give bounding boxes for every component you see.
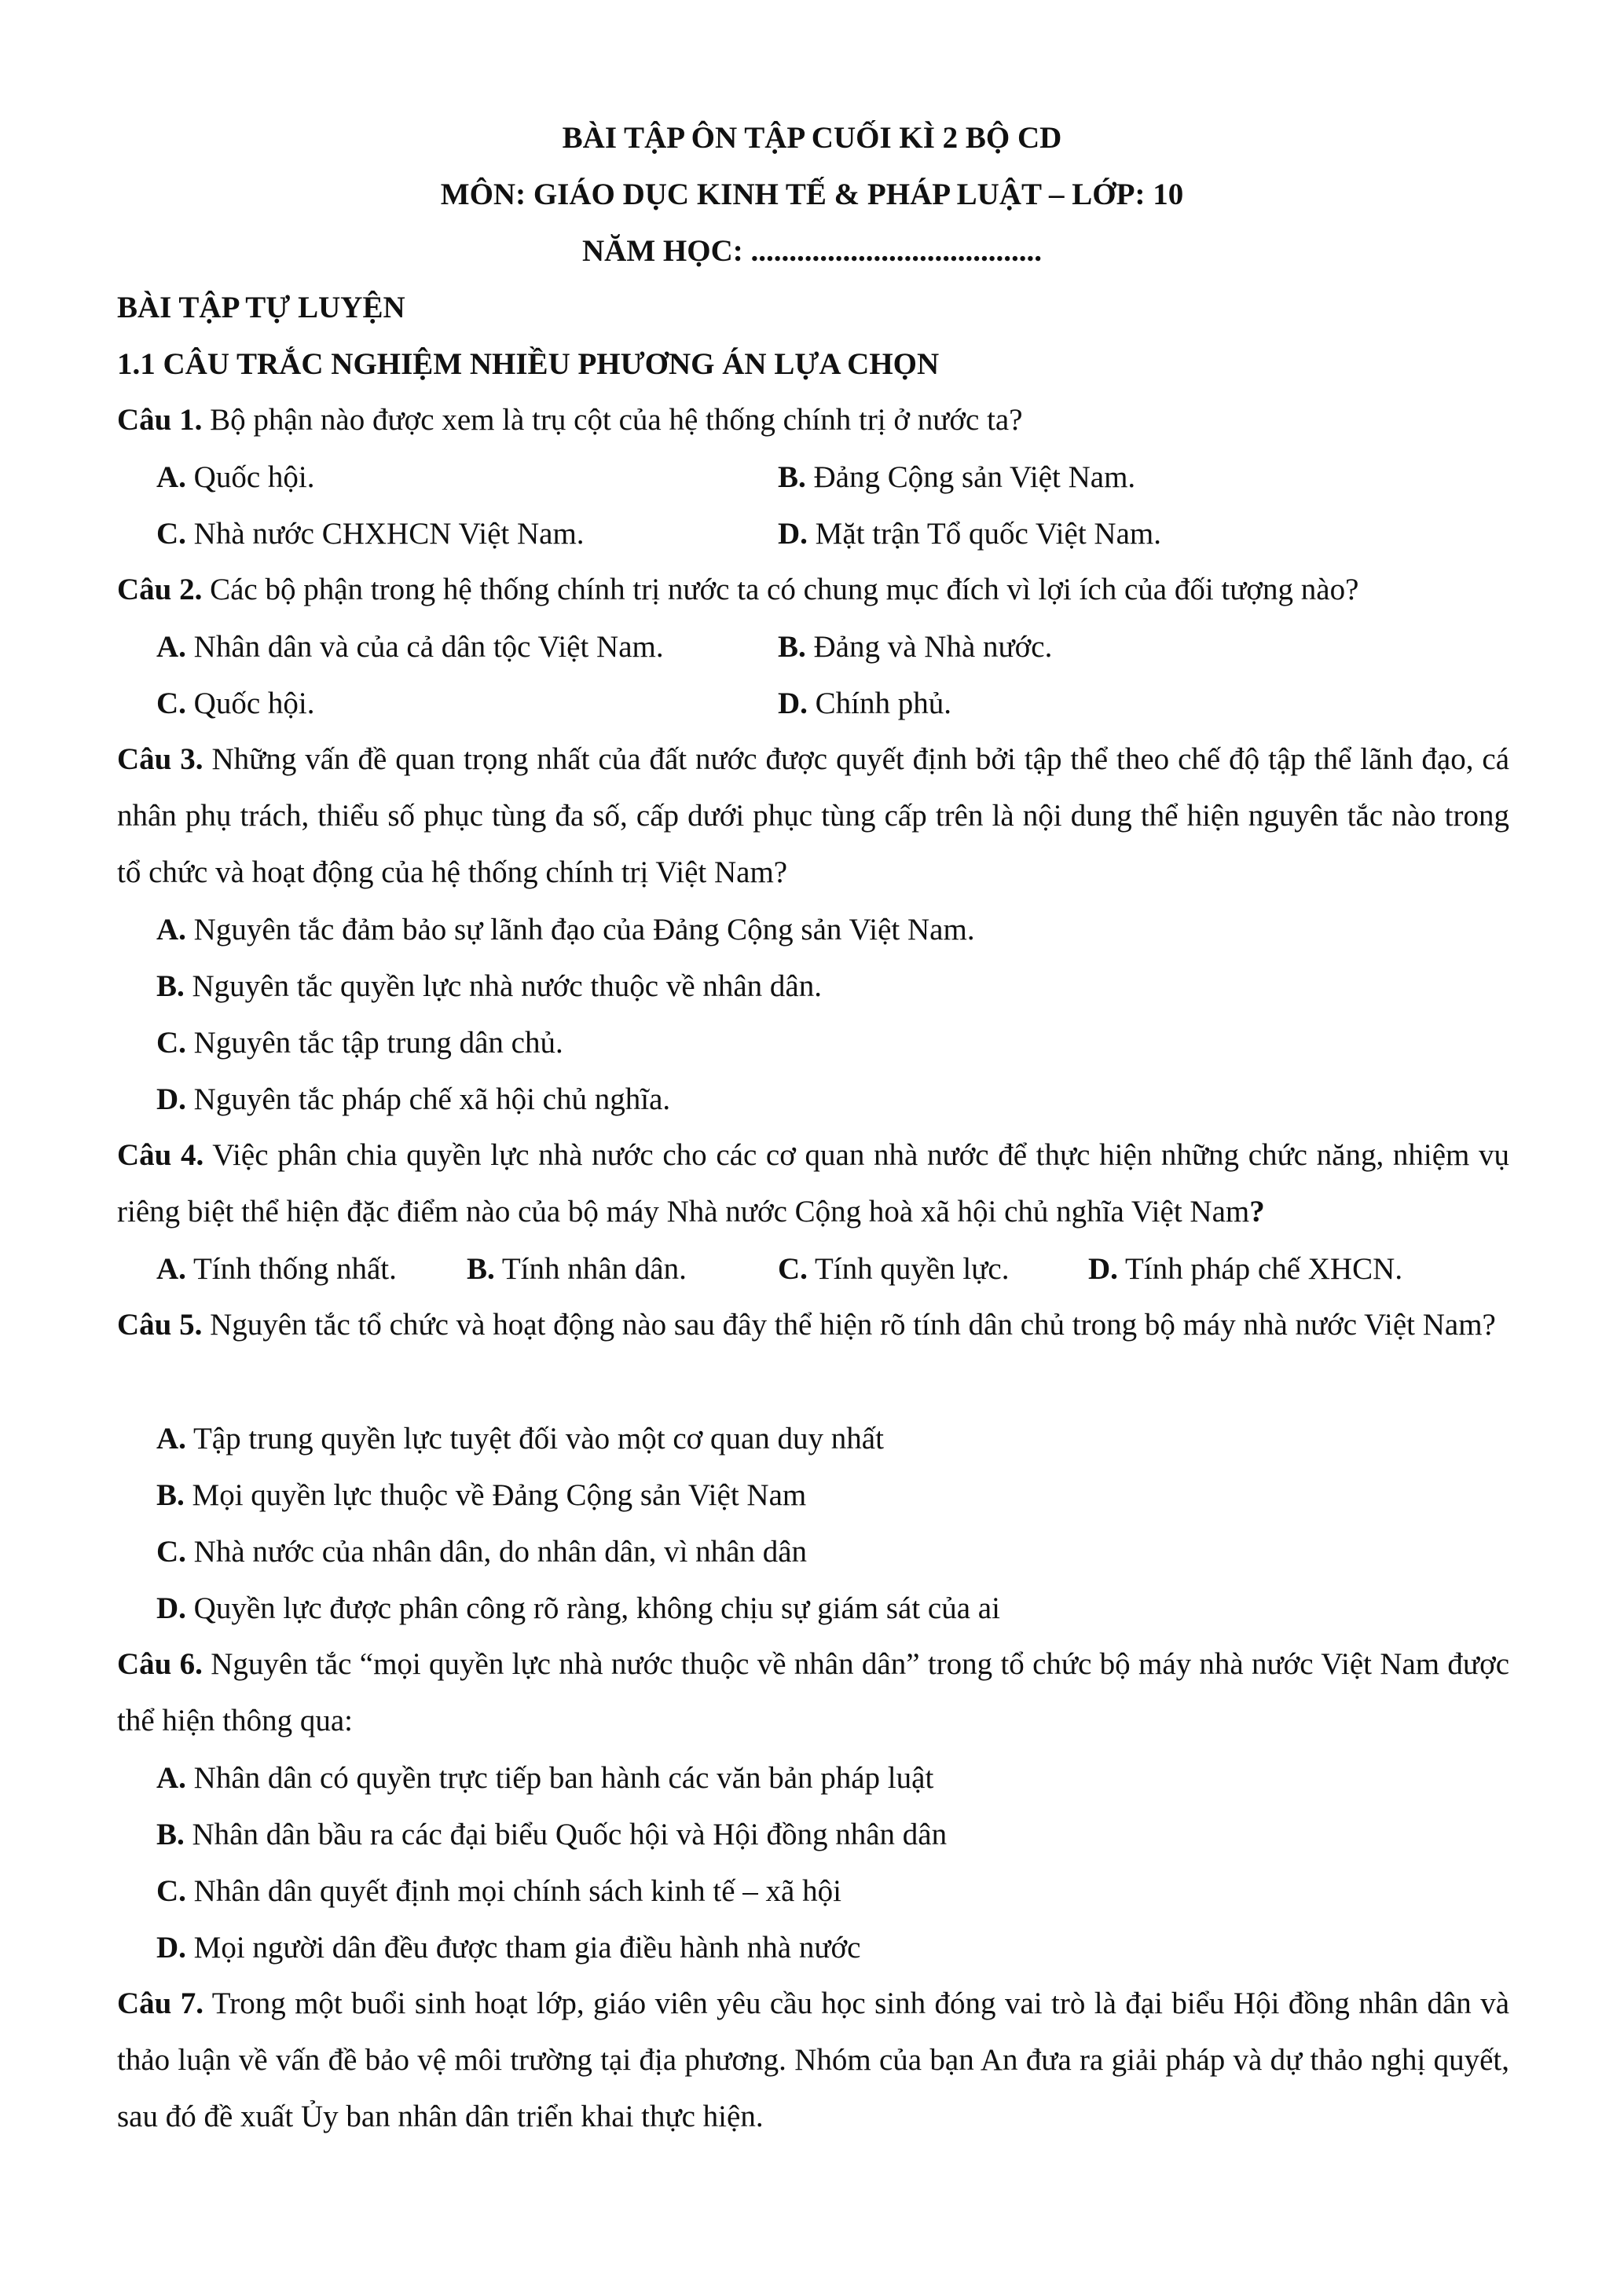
question-label: Câu 1.: [117, 403, 203, 437]
q5-option-a: A. Tập trung quyền lực tuyệt đối vào một cơ quan duy nhất: [156, 1422, 884, 1456]
question-text: Nguyên tắc tổ chức và hoạt động nào sau đây thể hiện rõ tính dân chủ trong bộ máy nhà nước Việt Nam?: [210, 1308, 1496, 1342]
question-label: Câu 6.: [117, 1647, 203, 1681]
question-mark: ?: [1249, 1195, 1265, 1229]
q3-option-c: C. Nguyên tắc tập trung dân chủ.: [156, 1026, 563, 1060]
q4-option-a: A. Tính thống nhất.: [156, 1252, 397, 1286]
question-text: Trong một buổi sinh hoạt lớp, giáo viên yêu cầu học sinh đóng vai trò là đại biểu Hội đồng nhân dân và thảo luận về vấn đề bảo vệ môi trường tại địa phương. Nhóm của bạn An đưa ra giải pháp và dự thảo nghị quyết, sau đó đề xuất Ủy ban nhân dân triển khai thực hiện.: [117, 1987, 1510, 2133]
q1-option-a: A. Quốc hội.: [156, 460, 315, 494]
question-3: [117, 731, 1509, 901]
subsection-heading: 1.1 CÂU TRẮC NGHIỆM NHIỀU PHƯƠNG ÁN LỰA CHỌN: [117, 347, 940, 381]
q3-option-b: B. Nguyên tắc quyền lực nhà nước thuộc về nhân dân.: [156, 969, 822, 1003]
question-label: Câu 5.: [117, 1308, 203, 1342]
document-title: BÀI TẬP ÔN TẬP CUỐI KÌ 2 BỘ CD: [562, 121, 1062, 155]
q2-option-d: D. Chính phủ.: [778, 687, 952, 720]
q5-option-b: B. Mọi quyền lực thuộc về Đảng Cộng sản Việt Nam: [156, 1478, 807, 1512]
q3-option-a: A. Nguyên tắc đảm bảo sự lãnh đạo của Đảng Cộng sản Việt Nam.: [156, 913, 975, 947]
q2-option-b: B. Đảng và Nhà nước.: [778, 630, 1053, 664]
q4-option-b: B. Tính nhân dân.: [467, 1252, 687, 1286]
question-label: Câu 7.: [117, 1987, 204, 2020]
q2-option-a: A. Nhân dân và của cả dân tộc Việt Nam.: [156, 630, 664, 664]
q1-option-b: B. Đảng Cộng sản Việt Nam.: [778, 460, 1136, 494]
document-subject: MÔN: GIÁO DỤC KINH TẾ & PHÁP LUẬT – LỚP: 10: [440, 178, 1184, 211]
question-5: [117, 1297, 1509, 1353]
question-2: [117, 562, 1509, 618]
q3-option-d: D. Nguyên tắc pháp chế xã hội chủ nghĩa.: [156, 1082, 671, 1116]
question-6: [117, 1636, 1509, 1749]
q4-option-c: C. Tính quyền lực.: [778, 1252, 1010, 1286]
question-text: Các bộ phận trong hệ thống chính trị nước ta có chung mục đích vì lợi ích của đối tượng nào?: [210, 573, 1359, 606]
q6-option-b: B. Nhân dân bầu ra các đại biểu Quốc hội và Hội đồng nhân dân: [156, 1818, 948, 1851]
document-school-year: NĂM HỌC: ......................................: [582, 234, 1042, 268]
question-7: [117, 1976, 1509, 2145]
question-text: Nguyên tắc “mọi quyền lực nhà nước thuộc về nhân dân” trong tổ chức bộ máy nhà nước Việt Nam được thể hiện thông qua:: [117, 1647, 1510, 1738]
q1-option-d: D. Mặt trận Tổ quốc Việt Nam.: [778, 517, 1161, 551]
q6-option-c: C. Nhân dân quyết định mọi chính sách kinh tế – xã hội: [156, 1874, 841, 1908]
q5-option-d: D. Quyền lực được phân công rõ ràng, không chịu sự giám sát của ai: [156, 1591, 1000, 1625]
section-heading: BÀI TẬP TỰ LUYỆN: [117, 291, 405, 324]
question-label: Câu 3.: [117, 742, 203, 776]
q2-option-c: C. Quốc hội.: [156, 687, 315, 720]
question-text: Những vấn đề quan trọng nhất của đất nước được quyết định bởi tập thể theo chế độ tập thể lãnh đạo, cá nhân phụ trách, thiểu số phục tùng đa số, cấp dưới phục tùng cấp trên là nội dung thể hiện nguyên tắc nào trong tổ chức và hoạt động của hệ thống chính trị Việt Nam?: [117, 742, 1510, 889]
q5-option-c: C. Nhà nước của nhân dân, do nhân dân, vì nhân dân: [156, 1535, 808, 1569]
question-4: [117, 1127, 1509, 1240]
q1-option-c: C. Nhà nước CHXHCN Việt Nam.: [156, 517, 585, 551]
question-label: Câu 4.: [117, 1138, 204, 1172]
question-label: Câu 2.: [117, 573, 203, 606]
q6-option-a: A. Nhân dân có quyền trực tiếp ban hành các văn bản pháp luật: [156, 1761, 934, 1795]
question-1: [117, 392, 1509, 449]
q6-option-d: D. Mọi người dân đều được tham gia điều hành nhà nước: [156, 1931, 861, 1965]
question-text: Việc phân chia quyền lực nhà nước cho các cơ quan nhà nước để thực hiện những chức năng, nhiệm vụ riêng biệt thể hiện đặc điểm nào của bộ máy Nhà nước Cộng hoà xã hội chủ nghĩa Việt Nam: [117, 1138, 1510, 1229]
question-text: Bộ phận nào được xem là trụ cột của hệ thống chính trị ở nước ta?: [210, 403, 1023, 437]
q4-option-d: D. Tính pháp chế XHCN.: [1088, 1252, 1403, 1286]
